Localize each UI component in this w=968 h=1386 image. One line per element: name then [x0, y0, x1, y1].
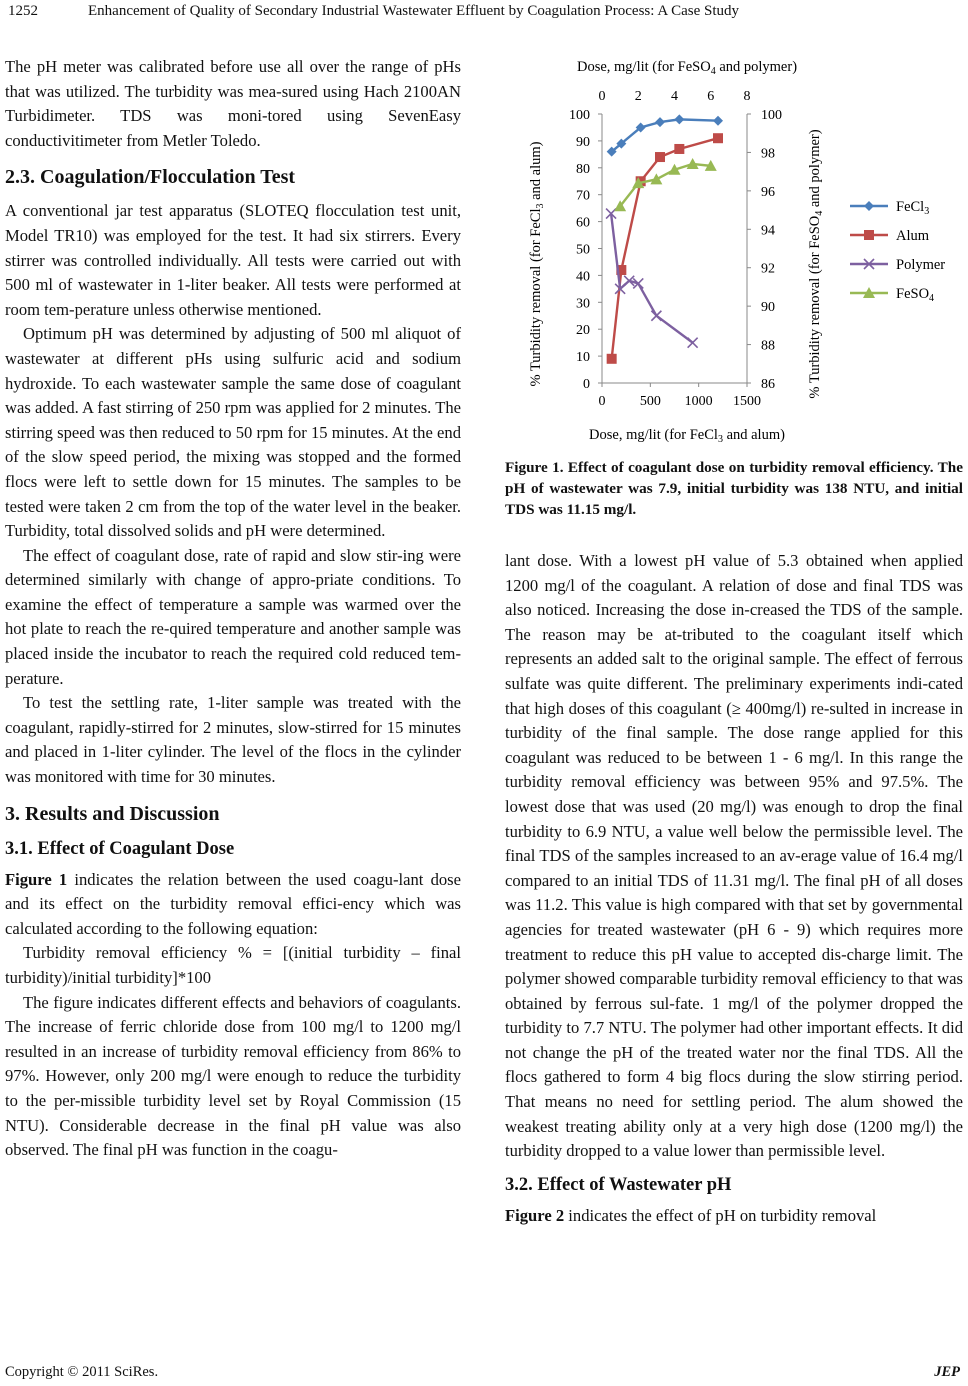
copyright: Copyright © 2011 SciRes. — [5, 1364, 159, 1380]
figure-1 — [505, 52, 965, 452]
top-tick-label: 4 — [671, 89, 678, 104]
right-tick-label: 98 — [761, 146, 775, 162]
legend — [850, 199, 945, 304]
data-point-square — [713, 133, 723, 143]
paragraph: The figure indicates different effects and behaviors of coagulants. The increase of ferric chloride dose from 100 mg/l to 1200 mg/l resulted in an increase of turbidity removal efficiency from 86% to 97%. However, only 200 mg/l were enough to reduce the turbidity to the per-missible turbidity level set by Royal Commission (15 NTU). Considerable decrease in the final pH value was also observed. The final pH was function in the coagu- — [5, 992, 461, 1160]
paragraph: Optimum pH was determined by adjusting of 500 ml aliquot of wastewater at different pHs using sulfuric acid and sodium hydroxide. To each wastewater sample the same dose of coagulant was added. A fast stirring of 250 rpm was applied for 2 minutes. The stirring speed was then reduced to 50 rpm for 15 minutes. At the end of the slow speed period, the mixing was stopped and the formed flocs were left to settle down for 15 minutes. The samples to be tested were taken 2 cm from the top of the water level in the beaker. Turbidity, total dissolved solids and pH were determined. — [5, 324, 461, 541]
journal-abbrev: JEP — [934, 1364, 960, 1380]
bottom-tick-label: 1000 — [684, 394, 713, 409]
data-point-square — [674, 144, 684, 154]
right-tick-label: 90 — [761, 300, 775, 316]
series-feso — [614, 158, 717, 211]
plot-area — [569, 89, 782, 409]
legend-label: FeCl$_3$ — [896, 199, 930, 217]
data-point-square — [607, 354, 617, 364]
paragraph-text: indicates the effect of pH on turbidity removal — [564, 1205, 877, 1225]
page-header — [0, 0, 968, 26]
legend-item — [850, 228, 930, 244]
data-point-square — [655, 152, 665, 162]
series-line — [612, 119, 718, 151]
series-polymer — [606, 209, 698, 348]
top-tick-label: 2 — [634, 89, 642, 104]
paragraph — [5, 868, 461, 942]
data-point-diamond — [674, 114, 684, 124]
series-fecl — [607, 114, 723, 156]
left-tick-label: 100 — [569, 108, 590, 123]
paragraph — [505, 1204, 963, 1229]
data-point-diamond — [864, 201, 874, 211]
subsection-heading: 3.2. Effect of Wastewater pH — [505, 1174, 732, 1195]
figure-reference: Figure 1 — [5, 869, 68, 889]
series-line — [612, 138, 718, 359]
data-point-diamond — [713, 116, 723, 126]
bottom-tick-label: 1500 — [733, 394, 761, 409]
right-tick-label: 94 — [761, 223, 775, 239]
series-line — [611, 214, 693, 343]
left-tick-label: 30 — [576, 296, 590, 312]
right-column — [505, 549, 963, 1228]
legend-item — [850, 257, 945, 273]
right-tick-label: 88 — [761, 338, 775, 354]
top-tick-label: 6 — [707, 89, 715, 104]
series-layer — [606, 114, 723, 363]
right-axis-label: % Turbidity removal (for FeSO$_4$ and polymer) — [807, 129, 825, 399]
data-point-x — [688, 338, 698, 348]
right-tick-label: 86 — [761, 377, 775, 392]
paragraph: The pH meter was calibrated before use all over the range of pHs that was utilized. The turbidity was mea-sured using Hach 2100AN Turbidimeter. TDS was moni-tored using SevenEasy conductivitimeter from Metler Toledo. — [5, 57, 461, 150]
top-tick-label: 8 — [743, 89, 751, 104]
equation-paragraph: Turbidity removal efficiency % = [(initial turbidity – final turbidity)/initial turbidity]*100 — [5, 943, 461, 987]
figure-caption: Figure 1. Effect of coagulant dose on turbidity removal efficiency. The pH of wastewater was 7.9, initial turbidity was 138 NTU, and initial TDS was 11.15 mg/l. — [505, 459, 963, 518]
right-tick-label: 100 — [761, 108, 782, 123]
series-line — [620, 164, 711, 206]
left-tick-label: 40 — [576, 269, 590, 285]
running-title: Enhancement of Quality of Secondary Industrial Wastewater Effluent by Coagulation Process: A Case Study — [88, 3, 740, 19]
left-tick-label: 10 — [576, 350, 590, 366]
data-point-x — [651, 311, 661, 321]
left-tick-label: 60 — [576, 215, 590, 231]
bottom-axis-label: Dose, mg/lit (for FeCl$_3$ and alum) — [589, 427, 785, 445]
left-tick-label: 0 — [583, 377, 590, 392]
bottom-tick-label: 0 — [598, 394, 606, 409]
line-chart — [505, 52, 965, 452]
right-tick-label: 92 — [761, 261, 775, 277]
section-heading: 2.3. Coagulation/Flocculation Test — [5, 166, 296, 189]
left-column — [5, 55, 461, 1163]
paragraph: lant dose. With a lowest pH value of 5.3 obtained when applied 1200 mg/l of the coagulant. A relation of dose and final TDS was also noticed. Increasing the dose in-creased the TDS of the sample. The reason may be at-tributed to the coagulant itself which represents an added salt to the original sample. The effect of ferrous sulfate was quite different. The preliminary experiments indi-cated that high doses of this coagulant (≥ 400mg/l) re-sulted in increase in turbidity of the final sample. The dose range applied for this coagulant was reduced to be between 1 - 6 mg/l. In this range the turbidity removal efficiency was between 95% and 97.5%. The lowest dose that was used (20 mg/l) was enough to drop the final turbidity to 6.9 NTU, a value well below the permissible level. The final TDS of the samples increased to an av-erage value of 16.4 mg/l compared to an initial TDS of 11.31 mg/l. The final pH of all doses was 11.2. This value is high compared with that set by governmental agencies for treated wastewater (pH 6 - 9) which requires more treatment to reduce this pH value to accepted dis-charge limit. The polymer showed comparable turbidity removal efficiency to that was obtained by ferrous sul-fate. 1 mg/l of the polymer dropped the turbidity to 7.7 NTU. The polymer had other important effects. It did not change the pH of the treated water nor the final TDS. All the flocs gathered to form 4 big flocs during the slow stirring period. That means no need for settling period. The alum showed the weakest treating ability only at a very high dose (1200 mg/l) the turbidity dropped to a value lower than permissible level. — [505, 551, 963, 1161]
paragraph: The effect of coagulant dose, rate of rapid and slow stir-ing were determined similarly with change of appro-priate conditions. To examine the effect of temperature a sample was warmed over the hot plate to reach the re-quired temperature and another sample was placed inside the incubator to reach the required cold reduced tem-perature. — [5, 545, 461, 688]
left-tick-label: 90 — [576, 134, 590, 150]
top-axis-label: Dose, mg/lit (for FeSO$_4$ and polymer) — [576, 59, 798, 77]
legend-item — [850, 199, 929, 217]
data-point-diamond — [655, 117, 665, 127]
section-heading: 3. Results and Discussion — [5, 802, 220, 825]
data-point-square — [864, 230, 874, 240]
data-point-triangle — [650, 173, 662, 184]
page-footer — [0, 1364, 968, 1386]
left-tick-label: 80 — [576, 161, 590, 177]
left-tick-label: 70 — [576, 188, 590, 204]
left-tick-label: 20 — [576, 323, 590, 339]
top-tick-label: 0 — [598, 89, 606, 104]
legend-label: Alum — [896, 228, 930, 244]
subsection-heading: 3.1. Effect of Coagulant Dose — [5, 838, 235, 859]
paragraph-text: indicates the relation between the used coagu-lant dose and its effect on the turbidity removal effici-ency which was calculated according to the following equation: — [5, 869, 461, 938]
left-tick-label: 50 — [576, 242, 590, 258]
series-alum — [607, 133, 723, 364]
page-number: 1252 — [8, 3, 38, 19]
bottom-tick-label: 500 — [639, 394, 661, 409]
paragraph: A conventional jar test apparatus (SLOTEQ flocculation test unit, Model TR10) was employed for the test. It had six stirrers. Every stirrer was controlled individually. All tests were carried out with 500 ml of wastewater in 1-liter beaker. All tests were performed at room tem-perature unless otherwise mentioned. — [5, 201, 461, 319]
legend-label: Polymer — [896, 257, 946, 273]
legend-item — [850, 286, 934, 304]
legend-label: FeSO$_4$ — [896, 286, 935, 304]
left-axis-label: % Turbidity removal (for FeCl$_3$ and alum) — [528, 141, 546, 387]
paragraph: To test the settling rate, 1-liter sample was treated with the coagulant, rapidly-stirred for 2 minutes, slow-stirred for 15 minutes and placed in 1-liter cylinder. The level of the flocs in the cylinder was monitored with time for 30 minutes. — [5, 693, 461, 787]
right-tick-label: 96 — [761, 184, 775, 200]
figure-reference: Figure 2 — [505, 1205, 565, 1225]
